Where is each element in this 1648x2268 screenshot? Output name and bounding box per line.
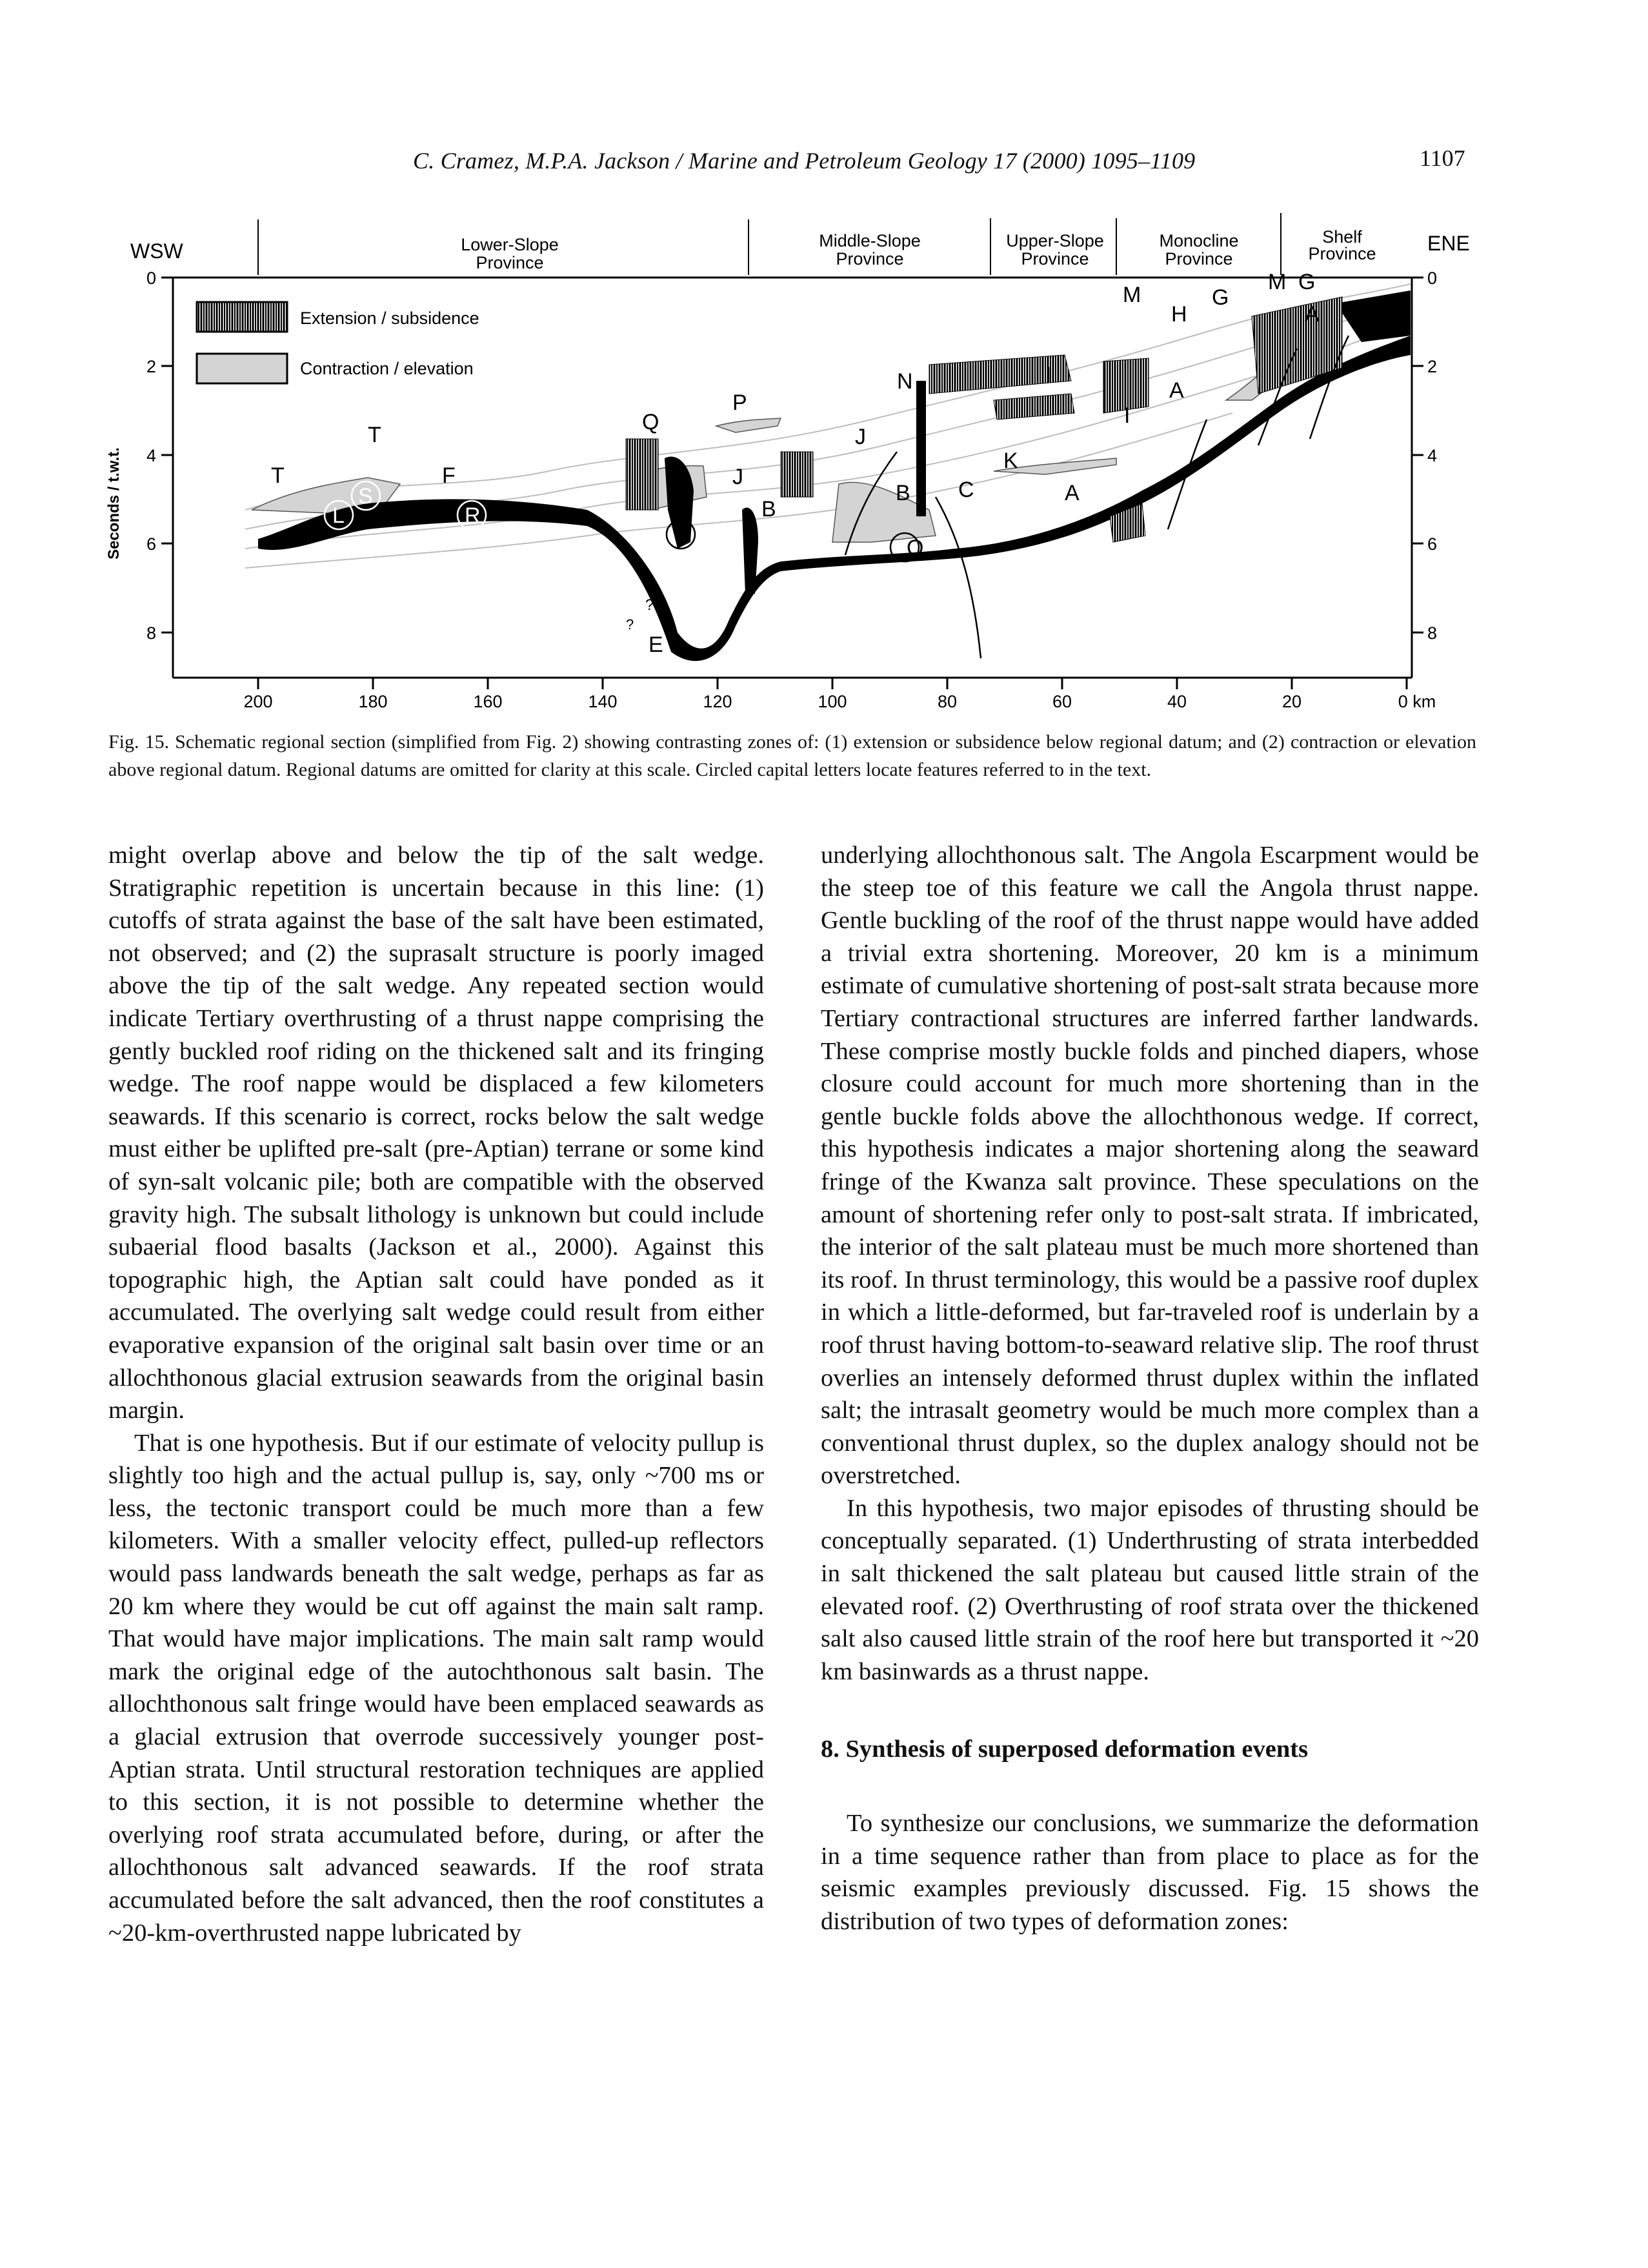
- y-tick-left: 0: [146, 268, 156, 288]
- province-labels: [461, 227, 1376, 272]
- legend-extension-swatch: [197, 302, 287, 332]
- body-paragraph: might overlap above and below the tip of the salt wedge. Stratigraphic repetition is uncertain because in this line: (1) cutoffs of strata against the base of the salt have been estimated, not observed; and (2) the suprasalt structure is poorly imaged above the tip of the salt wedge. Any repeated section would indicate Tertiary overthrusting of a thrust nappe comprising the gently buckled roof riding on the thickened salt and its fringing wedge. The roof nappe would be displaced a few kilometers seawards. If this scenario is correct, rocks below the salt wedge must either be uplifted pre-salt (pre-Aptian) terrane or some kind of syn-salt volcanic pile; both are compatible with the observed gravity high. The subsalt lithology is unknown but could include subaerial flood basalts (Jackson et al., 2000). Against this topographic high, the Aptian salt could have ponded as it accumulated. The overlying salt wedge could result from either evaporative expansion of the original salt basin over time or an allochthonous glacial extrusion seawards from the original basin margin.: [108, 842, 764, 1424]
- feature-letter-j: J: [855, 425, 866, 449]
- feature-letter-p: P: [732, 390, 747, 415]
- feature-letter-a: A: [1169, 378, 1184, 403]
- legend-extension-label: Extension / subsidence: [300, 309, 479, 328]
- y-tick-left: 6: [146, 534, 156, 554]
- y-tick-right: 8: [1427, 623, 1438, 643]
- figure-15: [97, 207, 1491, 710]
- feature-letter-b: B: [761, 497, 776, 521]
- legend-contraction-swatch: [197, 354, 287, 383]
- section-heading: 8. Synthesis of superposed deformation events: [821, 1736, 1309, 1763]
- y-tick-left: 8: [146, 623, 156, 643]
- x-tick: 0 km: [1398, 692, 1436, 710]
- feature-letter-j: J: [732, 465, 743, 489]
- province-upper-slope-line1: Upper-Slope: [1006, 231, 1104, 250]
- feature-letter-g: G: [1298, 270, 1316, 294]
- body-paragraph: underlying allochthonous salt. The Angola Escarpment would be the steep toe of this feature we call the Angola thrust nappe. Gentle buckling of the roof of the thrust nappe would have added a trivial extra shortening. Moreover, 20 km is a minimum estimate of cumulative shortening of post-salt strata because more Tertiary contractional structures are inferred farther landwards. These comprise mostly buckle folds and pinched diapers, whose closure could account for much more shortening than in the gentle buckle folds above the allochthonous wedge. If correct, this hypothesis indicates a major shortening along the seaward fringe of the Kwanza salt province. These speculations on the amount of shortening refer only to post-salt strata. If imbricated, the interior of the salt plateau must be much more shortened than its roof. In thrust terminology, this would be a passive roof duplex in which a little-deformed, but far-traveled roof is underlain by a roof thrust having bottom-to-seaward relative slip. The roof thrust overlies an intensely deformed thrust duplex within the inflated salt; the intrasalt geometry would be much more complex than a conventional thrust duplex, so the duplex analogy should not be overstretched.: [821, 842, 1479, 1490]
- y-axis-label: Seconds / t.w.t.: [105, 447, 123, 560]
- feature-letter-k: K: [1003, 449, 1018, 473]
- regional-section-diagram: [97, 207, 1491, 710]
- feature-letter-a: A: [1065, 481, 1080, 505]
- feature-letter-o: O: [907, 536, 924, 560]
- feature-letter-r: R: [465, 503, 481, 528]
- right-tick-labels: [1427, 268, 1437, 643]
- feature-letter-t: T: [271, 463, 285, 488]
- right-ticks: [1412, 278, 1423, 633]
- feature-letter-c: C: [958, 478, 974, 502]
- feature-letter-s: S: [358, 484, 373, 509]
- body-paragraph: In this hypothesis, two major episodes of thrusting should be conceptually separated. (1) Underthrusting of strata interbedded in salt thickened the salt plateau but caused little strain of the elevated roof. (2) Overthrusting of roof strata over the thickened salt also caused little strain of the roof here but transported it ~20 km basinwards as a thrust nappe.: [821, 1494, 1479, 1685]
- legend-contraction-label: Contraction / elevation: [300, 359, 474, 378]
- x-ticks: [258, 678, 1407, 689]
- y-tick-right: 4: [1427, 446, 1438, 465]
- x-tick-labels: [243, 692, 1436, 710]
- province-shelf-line1: Shelf: [1322, 227, 1362, 247]
- feature-letter-l: L: [332, 503, 345, 528]
- x-tick: 80: [937, 692, 958, 710]
- feature-letter-g: G: [1212, 285, 1229, 310]
- feature-letter-a: A: [1305, 302, 1320, 327]
- left-column: [108, 839, 764, 1949]
- y-tick-right: 2: [1427, 357, 1438, 376]
- y-tick-right: 0: [1427, 268, 1438, 288]
- direction-ene: ENE: [1427, 232, 1470, 255]
- direction-wsw: WSW: [130, 239, 183, 263]
- x-tick: 20: [1281, 692, 1302, 710]
- province-lower-slope-line2: Province: [476, 253, 544, 272]
- province-lower-slope-line1: Lower-Slope: [461, 235, 559, 254]
- feature-letter-q: Q: [642, 410, 659, 434]
- body-paragraph: To synthesize our conclusions, we summarize the deformation in a time sequence rather than from place to place as for the seismic examples previously discussed. Fig. 15 shows the distribution of two types of deformation zones:: [821, 1810, 1479, 1935]
- province-upper-slope-line2: Province: [1021, 249, 1089, 268]
- province-middle-slope-line2: Province: [836, 249, 904, 268]
- feature-letter-m: M: [1268, 270, 1287, 294]
- feature-letter-n: N: [897, 369, 913, 394]
- province-middle-slope-line1: Middle-Slope: [819, 231, 921, 250]
- feature-letter-b: B: [896, 481, 910, 505]
- province-dividers: [258, 213, 1281, 275]
- question-mark: ?: [645, 596, 654, 614]
- left-tick-labels: [146, 268, 156, 643]
- question-mark: ?: [626, 616, 634, 633]
- right-column: [821, 839, 1479, 1938]
- feature-letter-d: D: [625, 582, 641, 607]
- body-paragraph: That is one hypothesis. But if our estimate of velocity pullup is slightly too high and the actual pullup is, say, only ~700 ms or less, the tectonic transport could be much more than a few kilometers. With a smaller velocity effect, pulled-up reflectors would pass landwards beneath the salt wedge, perhaps as far as 20 km where they would be cut off against the main salt ramp. That would have major implications. The main salt ramp would mark the original edge of the autochthonous salt basin. The allochthonous salt fringe would have been emplaced seawards as a glacial extrusion that overrode successively younger post-Aptian strata. Until structural restoration techniques are applied to this section, it is not possible to determine whether the overlying roof strata accumulated before, during, or after the allochthonous salt advanced seawards. If the roof strata accumulated before the salt advanced, then the roof constitutes a ~20-km-overthrusted nappe lubricated by: [108, 1429, 764, 1947]
- y-tick-left: 2: [146, 357, 156, 376]
- feature-letter-h: H: [1171, 302, 1187, 327]
- figure-caption: Fig. 15. Schematic regional section (simplified from Fig. 2) showing contrasting zones of: (1) extension or subsidence below regional datum; and (2) contraction or elevation above regional datum. Regional datums are omitted for clarity at this scale. Circled capital letters locate features referred to in the text.: [108, 731, 1476, 780]
- feature-letter-f: F: [442, 463, 456, 488]
- x-tick: 160: [473, 692, 503, 710]
- left-ticks: [161, 278, 173, 633]
- x-tick: 100: [818, 692, 847, 710]
- feature-letter-i: I: [1045, 363, 1052, 387]
- feature-letter-i: I: [1124, 403, 1130, 428]
- page-number: 1107: [1420, 145, 1465, 171]
- province-monocline-line2: Province: [1165, 249, 1233, 268]
- x-tick: 140: [588, 692, 618, 710]
- y-tick-left: 4: [146, 446, 156, 465]
- feature-letter-m: M: [1123, 283, 1141, 307]
- y-tick-right: 6: [1427, 534, 1438, 554]
- x-tick: 120: [703, 692, 732, 710]
- feature-letter-t: T: [368, 423, 381, 447]
- x-tick: 60: [1052, 692, 1072, 710]
- salt-bodies: [258, 290, 1411, 661]
- feature-letter-e: E: [648, 633, 663, 657]
- x-tick: 180: [358, 692, 388, 710]
- province-shelf-line2: Province: [1308, 244, 1376, 263]
- feature-letter-d: D: [674, 523, 690, 547]
- running-header: C. Cramez, M.P.A. Jackson / Marine and Petroleum Geology 17 (2000) 1095–1109: [413, 148, 1196, 174]
- extension-zones: [626, 297, 1342, 542]
- x-tick: 40: [1167, 692, 1187, 710]
- province-monocline-line1: Monocline: [1159, 231, 1239, 250]
- x-tick: 200: [243, 692, 273, 710]
